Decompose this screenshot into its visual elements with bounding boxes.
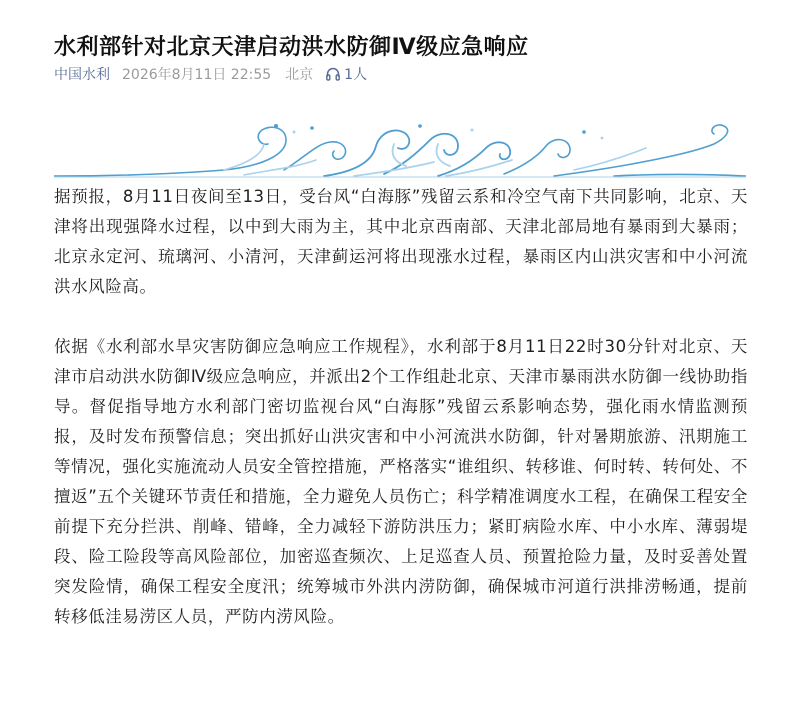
body-paragraph-2: 依据《水利部水旱灾害防御应急响应工作规程》，水利部于8月11日22时30分针对北京、天津市启动洪水防御Ⅳ级应急响应，并派出2个工作组赴北京、天津市暴雨洪水防御一线协助指导。督促指导地方水利部门密切监视台风“白海豚”残留云系影响态势，强化雨水情监测预报，及时发布预警信息；突出抓好山洪灾害和中小河流洪水防御，针对暑期旅游、汛期施工等情况，强化实施流动人员安全管控措施，严格落实“谁组织、转移谁、何时转、转何处、不擅返”五个关键环节责任和措施，全力避免人员伤亡；科学精准调度水工程，在确保工程安全前提下充分拦洪、削峰、错峰，全力减轻下游防洪压力；紧盯病险水库、中小水库、薄弱堤段、险工险段等高风险部位，加密巡查频次、上足巡查人员、预置抢险力量，及时妥善处置突发险情，确保工程安全度汛；统筹城市外洪内涝防御，确保城市河道行洪排涝畅通，提前转移低洼易涝区人员，严防内涝风险。 [54,337,748,626]
article-body [54,182,748,632]
publish-date: 2026年8月11日 22:55 [122,67,272,83]
listen-button[interactable] [325,64,367,84]
listen-count: 1人 [344,67,368,83]
body-paragraph-1: 据预报，8月11日夜间至13日，受台风“白海豚”残留云系和冷空气南下共同影响，北京、天津将出现强降水过程，以中到大雨为主，其中北京西南部、天津北部局地有暴雨到大暴雨；北京永定河、琉璃河、小清河，天津蓟运河将出现涨水过程，暴雨区内山洪灾害和中小河流洪水风险高。 [54,187,748,296]
headphones-icon [325,66,341,82]
wave-banner-image [54,118,746,178]
article-title: 水利部针对北京天津启动洪水防御Ⅳ级应急响应 [54,34,529,60]
center-wave-icon [324,124,512,176]
article-meta [54,63,367,85]
account-name-link[interactable]: 中国水利 [54,67,110,83]
left-wave-icon [54,124,346,176]
publish-location: 北京 [285,67,314,83]
right-wave-icon [504,125,746,176]
